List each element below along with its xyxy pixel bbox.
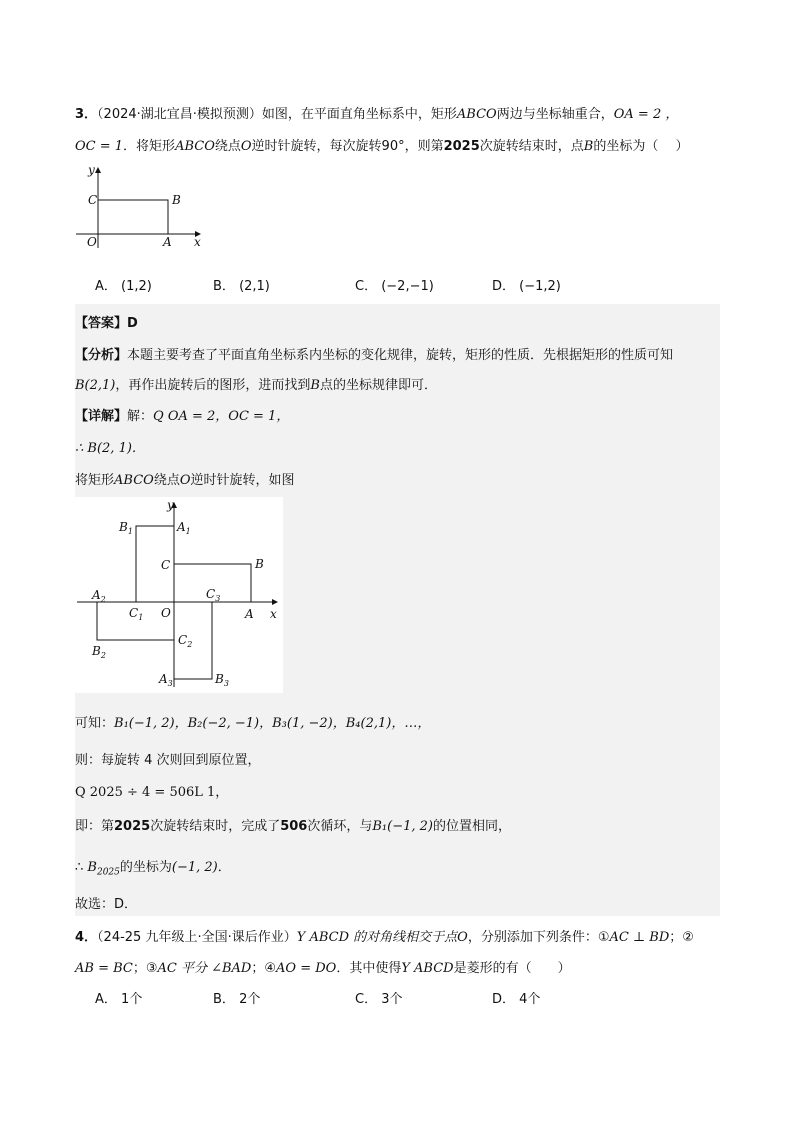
q3-math: ABCO — [456, 107, 497, 122]
q4-math: AC 平分 ∠BAD — [157, 961, 252, 976]
detail-text: 解： — [127, 409, 154, 424]
analysis-line-2 — [75, 374, 437, 393]
option-label: A． — [95, 992, 117, 1007]
label-x: x — [194, 235, 201, 249]
label-c1: $C_1$ — [129, 606, 144, 622]
label-b: B — [255, 557, 264, 571]
label-x: x — [270, 607, 277, 621]
final-line — [75, 856, 231, 878]
q4-math: AC ⊥ BD — [609, 930, 670, 945]
label-b: B — [172, 193, 181, 207]
q3-text: 如图，在平面直角坐标系中，矩形 — [261, 107, 457, 122]
final-math: B — [87, 860, 97, 875]
q4-line1 — [75, 926, 694, 945]
q3-number: 3． — [75, 107, 98, 122]
q3-option-d[interactable] — [492, 275, 561, 294]
detail-line-2: ∴ B(2, 1)． — [75, 441, 145, 456]
q4-option-a[interactable] — [95, 988, 142, 1007]
answer-line — [75, 312, 138, 331]
detail-tag: 【详解】 — [75, 409, 128, 424]
q3-source: （2024·湖北宜昌·模拟预测） — [97, 107, 262, 122]
that-line — [75, 815, 511, 834]
detail-text: 绕点 — [153, 473, 180, 488]
q4-text: ，分别添加下列条件：① — [467, 930, 610, 945]
option-value: (2,1) — [239, 279, 270, 294]
analysis-text: 点的坐标规律即可． — [319, 378, 437, 393]
detail-text: 将矩形 — [75, 473, 115, 488]
that-text: 次旋转结束时，完成了 — [150, 819, 281, 834]
that-number: 2025 — [114, 819, 151, 834]
q3-option-a[interactable] — [95, 275, 152, 294]
q3-text: 绕点 — [214, 139, 241, 154]
option-value: 1个 — [121, 992, 143, 1007]
q4-option-d[interactable] — [492, 988, 540, 1007]
that-text: 的位置相同， — [432, 819, 511, 834]
option-value: 4个 — [519, 992, 541, 1007]
q3-text: ．将矩形 — [123, 139, 176, 154]
q4-text: ；④ — [251, 961, 277, 976]
analysis-text: ，再作出旋转后的图形，进而找到 — [115, 378, 311, 393]
option-value: (−1,2) — [519, 279, 561, 294]
q4-math: O — [457, 930, 468, 945]
known-line — [75, 712, 430, 731]
q4-math: AB = BC — [75, 961, 133, 976]
label-o: O — [87, 235, 97, 249]
q3-line1 — [75, 103, 678, 122]
q3-text: 逆时针旋转，每次旋转90°，则第 — [251, 139, 444, 154]
q4-math: Y ABCD — [401, 961, 454, 976]
detail-math: O — [179, 473, 191, 488]
label-c3: $C_3$ — [206, 587, 221, 603]
label-y: y — [88, 163, 95, 177]
q3-figure — [72, 160, 212, 252]
detail-line-3 — [75, 469, 295, 488]
final-math: (−1, 2) — [171, 860, 218, 875]
label-c2: $C_2$ — [178, 633, 193, 649]
final-text: 的坐标为 — [119, 860, 172, 875]
final-subscript: 2025 — [96, 867, 120, 878]
q3-math: OA = 2 ， — [613, 107, 679, 122]
q4-text: ；③ — [132, 961, 158, 976]
label-c: C — [161, 558, 171, 572]
q3-text: 次旋转结束时，点 — [479, 139, 584, 154]
that-text: 次循环，与 — [307, 819, 373, 834]
detail-line-1 — [75, 405, 289, 424]
analysis-text: 本题主要考查了平面直角坐标系内坐标的变化规律，旋转，矩形的性质．先根据矩形的性质可知 — [127, 348, 674, 363]
label-b2: $B_2$ — [92, 644, 106, 660]
label-c: C — [88, 193, 98, 207]
label-b1: $B_1$ — [119, 520, 133, 536]
option-value: 2个 — [239, 992, 261, 1007]
option-label: B． — [213, 992, 235, 1007]
q4-number: 4． — [75, 930, 98, 945]
detail-text: 逆时针旋转，如图 — [190, 473, 295, 488]
rotation-figure — [75, 497, 283, 693]
known-math: B₁(−1, 2)，B₂(−2, −1)，B₃(1, −2)，B₄(2,1)，…， — [114, 716, 431, 731]
q3-option-c[interactable] — [355, 275, 434, 294]
analysis-math: B — [310, 378, 320, 393]
q4-text: ；② — [669, 930, 694, 945]
q3-math: ABCO — [175, 139, 215, 154]
q3-number-2025: 2025 — [443, 139, 480, 154]
label-o: O — [161, 606, 171, 620]
q4-text: ．其中使得 — [336, 961, 402, 976]
option-value: 3个 — [381, 992, 403, 1007]
q3-line2 — [75, 135, 689, 154]
label-a3: $A_3$ — [159, 672, 173, 688]
q3-math: O — [240, 139, 252, 154]
answer-value: D — [127, 316, 138, 331]
label-a1: $A_1$ — [177, 520, 191, 536]
q4-text: 是菱形的有（ ） — [453, 961, 571, 976]
label-a: A — [163, 235, 172, 249]
q4-line2 — [75, 957, 571, 976]
analysis-math: B(2,1) — [75, 378, 116, 393]
detail-math: Q OA = 2，OC = 1， — [153, 409, 290, 424]
q4-source: （24-25 九年级上·全国·课后作业） — [97, 930, 297, 945]
final-text: ∴ — [75, 860, 84, 875]
q3-text: 两边与坐标轴重合， — [496, 107, 614, 122]
answer-tag: 【答案】 — [75, 316, 128, 331]
q3-math: B — [583, 139, 594, 154]
q4-math: AO = DO — [276, 961, 337, 976]
option-label: A． — [95, 279, 117, 294]
that-number: 506 — [280, 819, 308, 834]
label-b3: $B_3$ — [215, 672, 229, 688]
that-text: 即：第 — [75, 819, 115, 834]
option-label: C． — [355, 992, 378, 1007]
q3-text: 的坐标为（ ） — [593, 139, 689, 154]
option-label: B． — [213, 279, 235, 294]
q4-option-c[interactable] — [355, 988, 403, 1007]
rectangle-abco — [98, 200, 168, 234]
calc-line: Q 2025 ÷ 4 = 506L 1， — [75, 785, 229, 800]
option-value: (−2,−1) — [381, 279, 434, 294]
label-a: A — [245, 607, 254, 621]
choose-line: 故选：D． — [75, 897, 138, 912]
option-label: D． — [492, 279, 516, 294]
q3-math: OC = 1 — [75, 139, 124, 154]
q4-math: Y ABCD 的对角线相交于点 — [296, 930, 458, 945]
label-a2: $A_2$ — [92, 588, 106, 604]
then-line: 则：每旋转 4 次则回到原位置， — [75, 753, 261, 768]
detail-math: ABCO — [114, 473, 154, 488]
analysis-line-1 — [75, 344, 673, 363]
option-label: D． — [492, 992, 516, 1007]
label-y: y — [167, 498, 174, 512]
q3-option-b[interactable] — [213, 275, 270, 294]
q4-option-b[interactable] — [213, 988, 260, 1007]
known-text: 可知： — [75, 716, 115, 731]
option-label: C． — [355, 279, 378, 294]
option-value: (1,2) — [121, 279, 152, 294]
that-math: B₁(−1, 2) — [372, 819, 433, 834]
analysis-tag: 【分析】 — [75, 348, 128, 363]
final-text: ． — [217, 860, 231, 875]
